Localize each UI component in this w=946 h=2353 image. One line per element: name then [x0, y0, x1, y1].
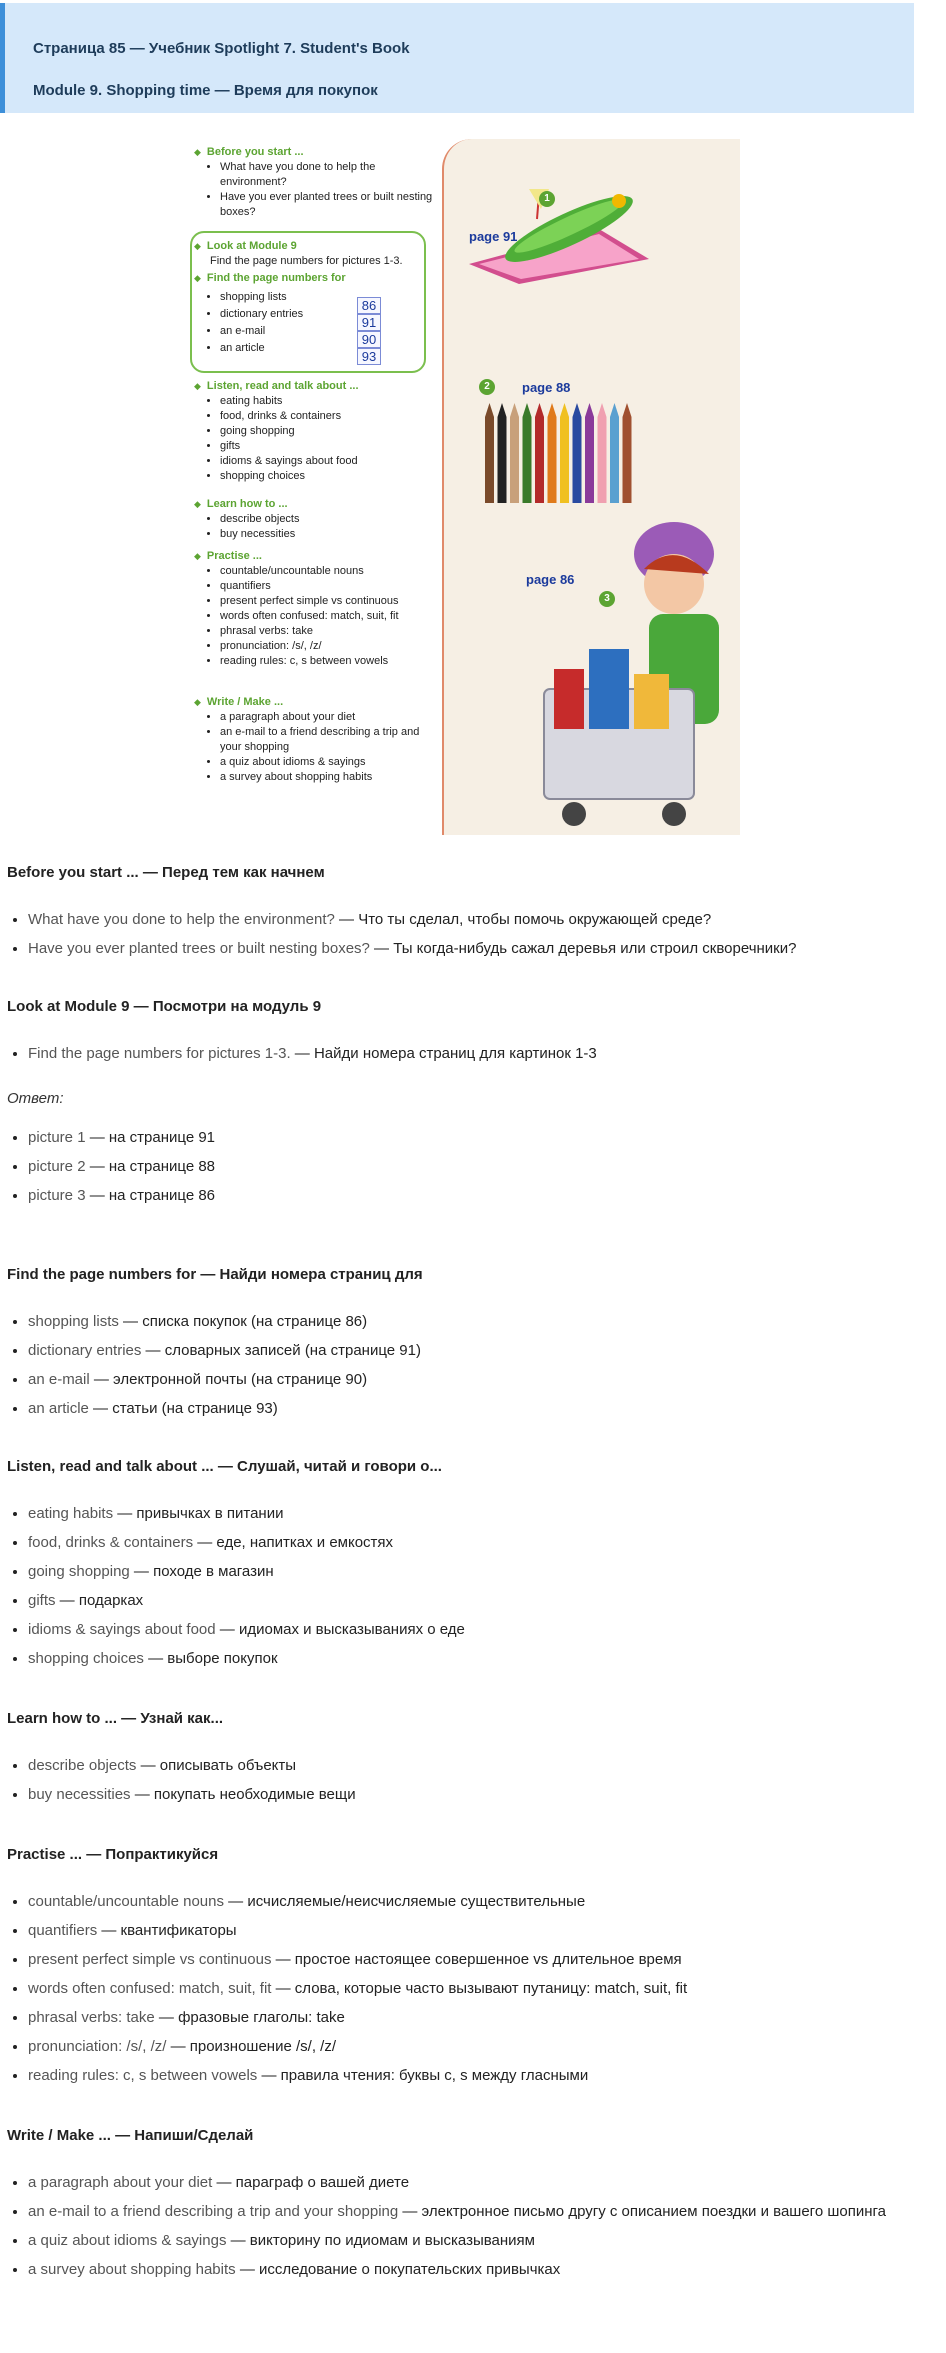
diamond-icon: ◆: [194, 381, 201, 391]
section-list: [7, 1887, 687, 2090]
list-item: • present perfect simple vs continuous — простое настоящее совершенное vs длительное время: [28, 1945, 687, 1974]
crayon-body: [585, 417, 594, 503]
crayon-body: [535, 417, 544, 503]
section-list: [7, 1499, 465, 1673]
list-item: • Find the page numbers for pictures 1-3. — Найди номера страниц для картинок 1-3: [28, 1039, 597, 1068]
book-practise-block: ◆ Practise ... • countable/uncountable nouns • quantifiers • present perfect simple vs continuous • words often confused: match, suit, fit • phrasal verbs: take • pronunciation: /s/, /z/ • reading rules: c, s between vowels: [194, 549, 434, 669]
book-number-86: 86: [357, 297, 381, 314]
list-item: • a quiz about idioms & sayings — викторину по идиомам и высказываниям: [28, 2226, 927, 2255]
crayon-tip: [573, 403, 582, 417]
book-number-90: 90: [357, 331, 381, 348]
list-item: • an e-mail to a friend describing a trip and your shopping — электронное письмо другу с описанием поездки и вашего шопинга: [28, 2197, 927, 2226]
answer-label: Ответ:: [7, 1090, 64, 1107]
list-item: • phrasal verbs: take — фразовые глаголы: take: [28, 2003, 687, 2032]
crayon-tip: [510, 403, 519, 417]
section-list: [7, 905, 796, 963]
crayon-tip: [498, 403, 507, 417]
crayon-body: [598, 417, 607, 503]
section-look: [7, 997, 597, 1210]
list-item: • food, drinks & containers — еде, напитках и емкостях: [28, 1528, 465, 1557]
crayon-body: [623, 417, 632, 503]
crayon-tip: [523, 403, 532, 417]
list-item: • dictionary entries — словарных записей (на странице 91): [28, 1336, 423, 1365]
section-title: Find the page numbers for — Найди номера страниц для: [7, 1266, 423, 1283]
list-item: • pronunciation: /s/, /z/ — произношение /s/, /z/: [28, 2032, 687, 2061]
list-item: • picture 2 — на странице 88: [28, 1152, 597, 1181]
list-item: • a paragraph about your diet — параграф о вашей диете: [28, 2168, 927, 2197]
page-label-91: page 91: [469, 229, 518, 244]
crayon-tip: [485, 403, 494, 417]
section-title: Write / Make ... — Напиши/Сделай: [7, 2127, 254, 2144]
list-item: • a survey about shopping habits — исследование о покупательских привычках: [28, 2255, 927, 2284]
section-title: Before you start ... — Перед тем как начнем: [7, 864, 325, 881]
textbook-page-image: [182, 139, 740, 835]
list-item: • picture 3 — на странице 86: [28, 1181, 597, 1210]
section-learn: [7, 1709, 356, 1809]
circle-3: 3: [599, 591, 615, 607]
book-number-93: 93: [357, 348, 381, 365]
list-item: • idioms & sayings about food — идиомах и высказываниях о еде: [28, 1615, 465, 1644]
list-item: • reading rules: c, s between vowels — правила чтения: буквы c, s между гласными: [28, 2061, 687, 2090]
list-item: • gifts — подарках: [28, 1586, 465, 1615]
list-item: • an article — статьи (на странице 93): [28, 1394, 423, 1423]
page: [0, 3, 946, 2278]
diamond-icon: ◆: [194, 147, 201, 157]
diamond-icon: ◆: [194, 241, 201, 251]
diamond-icon: ◆: [194, 551, 201, 561]
section-before: [7, 863, 796, 963]
section-listen: [7, 1457, 465, 1673]
crayon-body: [560, 417, 569, 503]
page-label-88: page 88: [522, 380, 571, 395]
list-item: • quantifiers — квантификаторы: [28, 1916, 687, 1945]
list-item: • words often confused: match, suit, fit — слова, которые часто вызывают путаницу: match, suit, fit: [28, 1974, 687, 2003]
crayon-tip: [585, 403, 594, 417]
crayon-body: [523, 417, 532, 503]
page-label-86: page 86: [526, 572, 575, 587]
illustration-panel: [442, 139, 740, 835]
list-item: • going shopping — походе в магазин: [28, 1557, 465, 1586]
section-title: Practise ... — Попрактикуйся: [7, 1846, 219, 1863]
list-item: • describe objects — описывать объекты: [28, 1751, 356, 1780]
book-write-block: ◆ Write / Make ... • a paragraph about your diet • an e-mail to a friend describing a trip and your shopping • a quiz about idioms & sayings • a survey about shopping habits: [194, 695, 434, 785]
list-item: • What have you done to help the environment? — Что ты сделал, чтобы помочь окружающей среде?: [28, 905, 796, 934]
book-learn-block: ◆ Learn how to ... • describe objects • buy necessities: [194, 497, 434, 542]
crayons-illustration: [479, 399, 639, 509]
crayon-tip: [560, 403, 569, 417]
diamond-icon: ◆: [194, 273, 201, 283]
crayon-tip: [623, 403, 632, 417]
circle-2: 2: [479, 379, 495, 395]
crayon-tip: [598, 403, 607, 417]
list-item: • shopping choices — выборе покупок: [28, 1644, 465, 1673]
header-banner: [0, 3, 914, 113]
section-find: [7, 1265, 423, 1423]
crayon-body: [498, 417, 507, 503]
section-write: [7, 2126, 927, 2284]
book-number-91: 91: [357, 314, 381, 331]
crayon-body: [610, 417, 619, 503]
list-item: • picture 1 — на странице 91: [28, 1123, 597, 1152]
crayon-tip: [548, 403, 557, 417]
section-list: [7, 2168, 927, 2284]
list-item: • Have you ever planted trees or built nesting boxes? — Ты когда-нибудь сажал деревья или строил скворечники?: [28, 934, 796, 963]
list-item: • shopping lists — списка покупок (на странице 86): [28, 1307, 423, 1336]
circle-1: 1: [539, 191, 555, 207]
section-list: [7, 1307, 423, 1423]
section-list: [7, 1039, 597, 1068]
crayon-body: [485, 417, 494, 503]
page-title: Страница 85 — Учебник Spotlight 7. Student's Book: [33, 40, 410, 57]
crayon-tip: [535, 403, 544, 417]
section-title: Listen, read and talk about ... — Слушай, читай и говори о...: [7, 1458, 442, 1475]
list-item: • buy necessities — покупать необходимые вещи: [28, 1780, 356, 1809]
section-title: Look at Module 9 — Посмотри на модуль 9: [7, 998, 322, 1015]
book-before-block: ◆ Before you start ... • What have you done to help the environment? • Have you ever planted trees or built nesting boxes?: [194, 145, 434, 220]
module-title: Module 9. Shopping time — Время для покупок: [33, 82, 378, 99]
book-look-block: ◆ Look at Module 9 Find the page numbers for pictures 1-3. ◆ Find the page numbers for • shopping lists • dictionary entries • an e-mail • an article: [194, 239, 424, 357]
section-title: Learn how to ... — Узнай как...: [7, 1710, 224, 1727]
crayon-body: [510, 417, 519, 503]
list-item: • eating habits — привычках в питании: [28, 1499, 465, 1528]
list-item: • an e-mail — электронной почты (на странице 90): [28, 1365, 423, 1394]
diamond-icon: ◆: [194, 499, 201, 509]
book-listen-block: ◆ Listen, read and talk about ... • eating habits • food, drinks & containers • going shopping • gifts • idioms & sayings about food • shopping choices: [194, 379, 434, 484]
shopper-illustration: [524, 499, 742, 835]
crayon-body: [548, 417, 557, 503]
section-list: [7, 1751, 356, 1809]
diamond-icon: ◆: [194, 697, 201, 707]
list-item: • countable/uncountable nouns — исчисляемые/неисчисляемые существительные: [28, 1887, 687, 1916]
section-practise: [7, 1845, 687, 2090]
answer-list: [7, 1123, 597, 1210]
crayon-tip: [610, 403, 619, 417]
crayon-body: [573, 417, 582, 503]
